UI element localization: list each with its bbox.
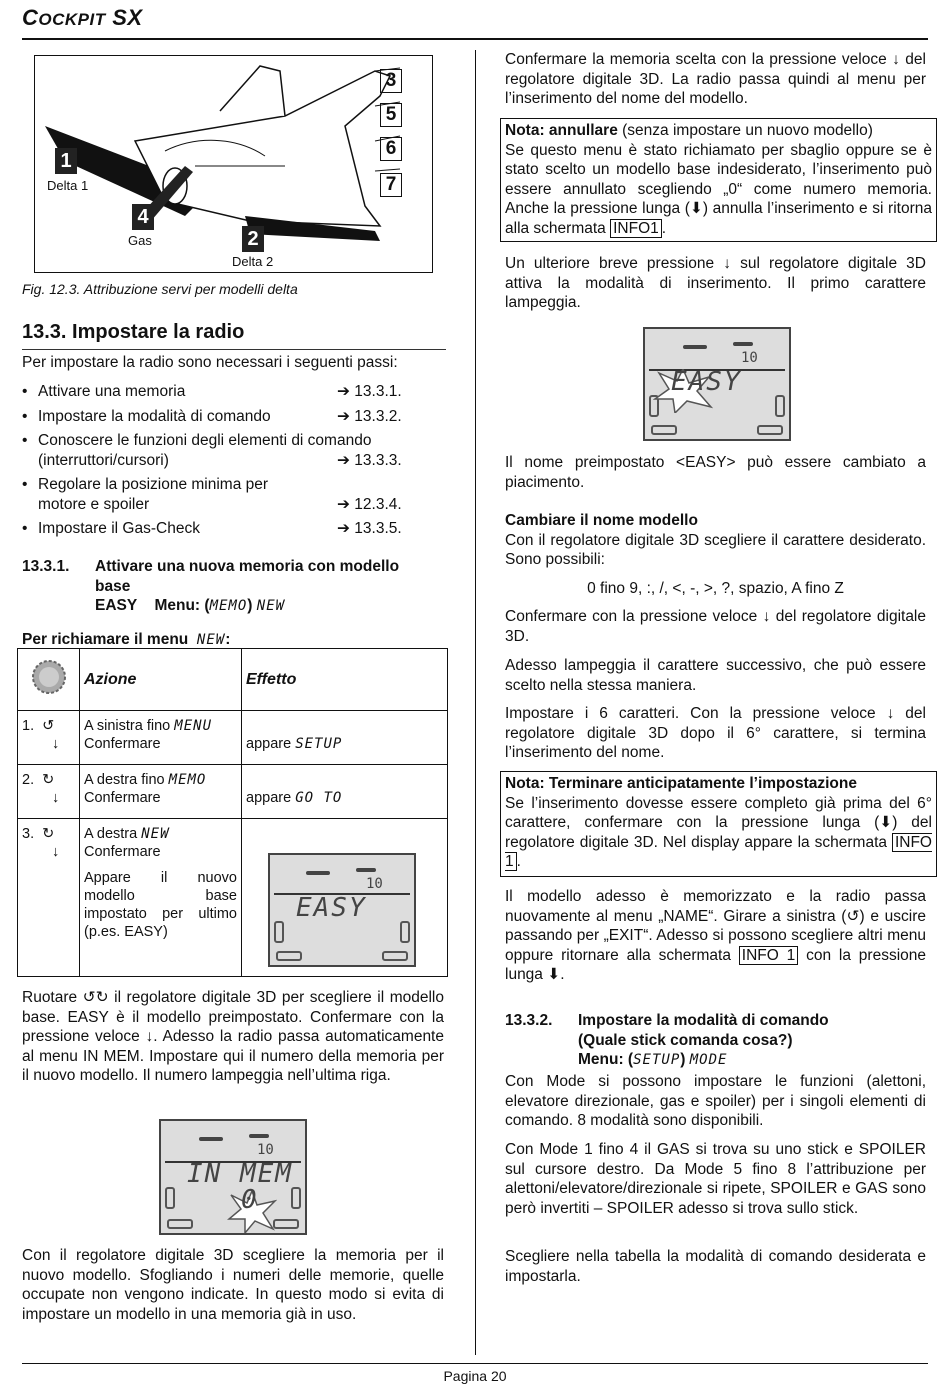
label-gas: Gas [128,233,152,248]
info1-box: INFO 1 [505,833,932,870]
right-paragraph-3: Il nome preimpostato <EASY> può essere cambiato a piacimento. [505,454,926,491]
delta-figure [34,55,433,273]
press-icon: ↓ [52,790,60,806]
note-terminare: Nota: Terminare anticipatamente l’impostazione Se l’inserimento dovesse essere completo già prima del 6° carattere, confermare con la pressione lunga (⬇) del regolatore digitale 3D. Nel display appare la schermata INFO 1 . [500,771,937,877]
section-rule [22,349,446,350]
table-row: 2. ↻ ↓ A destra fino MEMO Confermare appare GO TO [18,765,448,819]
dial-icon [18,649,80,711]
mode-paragraph-3: Scegliere nella tabella la modalità di comando desiderata e impostarla. [505,1248,926,1285]
info1-box: INFO1 [610,219,662,238]
change-name-section: Cambiare il nome modello Con il regolatore digitale 3D scegliere il carattere desiderato. Sono possibili: [505,512,926,568]
table-row: 3. ↻ ↓ A destra NEW Confermare Appare il nuovo modello base impostato per ultimo (p.es. EASY) 10 EASY [18,819,448,977]
servo-number-5: 5 [380,103,402,127]
right-paragraph-2: Un ulteriore breve pressione ↓ sul regolatore digitale 3D attiva la modalità di inserimento. Il primo carattere lampeggia. [505,255,926,311]
steps-list [22,382,442,544]
left-paragraph-2: Con il regolatore digitale 3D scegliere la memoria per il nuovo modello. Sfogliando i numeri delle memorie, quelle occupate non vengono indicate. In questo modo si evita di impostare un modello in una memoria già in uso. [22,1247,444,1323]
brand-title: COCKPIT SX [22,5,143,30]
servo-number-2: 2 [242,226,264,252]
servo-number-3: 3 [380,69,402,93]
label-delta1: Delta 1 [47,178,89,193]
right-paragraph-5: Adesso lampeggia il carattere successivo, che può essere scelto nella stessa maniera. [505,657,926,694]
rotate-right-icon: ↻ [42,826,55,842]
header-rule [22,38,928,40]
servo-number-1: 1 [55,148,77,174]
mode-paragraph-2: Con Mode 1 fino 4 il GAS si trova su uno stick e SPOILER sul cursore destro. Da Mode 5 fino 8 l’attribuzione per alettoni/elevatore/direzionale si ripete, SPOILER e GAS sono però invertiti – SPOILER adesso si trova sullo stick. [505,1141,926,1217]
lcd-inmem-screen: 10 IN MEM 0 [159,1119,307,1235]
table-row: 1. ↺ ↓ A sinistra fino MENU Confermare appare SETUP [18,711,448,765]
lcd-easy-flash-screen: 10 EASY [643,327,791,441]
footer-rule [22,1363,928,1364]
rotate-left-icon: ↺ [42,718,55,734]
left-paragraph-1: Ruotare ↺↻ il regolatore digitale 3D per scegliere il modello base. EASY è il modello preimpostato. Confermare con la pressione veloce ↓. Adesso la radio passa automaticamente al menu IN MEM. Impostare qui il numero della memoria per il nuovo modello. Il numero lampeggia nell’ultima riga. [22,989,444,1084]
list-item: • Conoscere le funzioni degli elementi di comando (interruttori/cursori) ➔ 13.3.3. [22,431,442,470]
page-number: Pagina 20 [443,1368,507,1384]
right-paragraph-6: Impostare i 6 caratteri. Con la pressione veloce ↓ del regolatore digitale 3D dopo il 6° carattere, si termina l’inserimento del nome. [505,705,926,761]
list-item: • Attivare una memoria ➔ 13.3.1. [22,382,442,402]
section-intro: Per impostare la radio sono necessari i seguenti passi: [22,354,398,371]
table-header-action: Azione [80,649,242,711]
section-title: 13.3. Impostare la radio [22,321,245,343]
servo-number-4: 4 [132,204,154,230]
mode-paragraph-1: Con Mode si possono impostare le funzioni (alettoni, elevatore direzionale, gas e spoiler) per i singoli elementi di comando. 8 modalità sono disponibili. [505,1073,926,1129]
table-header-effect: Effetto [242,649,448,711]
action-table [17,648,448,977]
subsection-13-3-2-title: 13.3.2. Impostare la modalità di comando (Quale stick comanda cosa?) Menu: (SETUP) MODE [505,1012,829,1068]
press-icon: ↓ [52,736,60,752]
column-divider [475,50,476,1355]
servo-number-7: 7 [380,173,402,197]
list-item: • Regolare la posizione minima per motore e spoiler ➔ 12.3.4. [22,475,442,514]
label-delta2: Delta 2 [232,254,274,269]
subsection-13-3-1-title: 13.3.1. Attivare una nuova memoria con modello base EASY Menu: (MEMO) NEW [22,558,400,614]
right-paragraph-1: Confermare la memoria scelta con la pressione veloce ↓ del regolatore digitale 3D. La radio passa quindi al menu per l’inserimento del nome del modello. [505,51,926,107]
right-paragraph-7: Il modello adesso è memorizzato e la radio passa nuovamente al menu „NAME“. Girare a sinistra (↺) e uscire passando per „EXIT“. Adesso si possono scegliere altri menu oppure ritornare alla schermata INFO 1 con la pressione lunga ⬇. [505,888,927,983]
figure-caption: Fig. 12.3. Attribuzione servi per modelli delta [22,281,298,297]
info1-box: INFO 1 [739,946,798,965]
lcd-easy-screen: 10 EASY [268,853,416,967]
list-item: • Impostare il Gas-Check ➔ 13.3.5. [22,519,442,539]
recall-heading: Per richiamare il menu NEW: [22,631,231,648]
list-item: • Impostare la modalità di comando ➔ 13.3.2. [22,407,442,427]
servo-number-6: 6 [380,137,402,161]
press-icon: ↓ [52,844,60,860]
note-annullare: Nota: annullare (senza impostare un nuovo modello) Se questo menu è stato richiamato per sbaglio oppure se è stato scelto un modello base indesiderato, l’inserimento può essere annullato scegliendo „0“ come numero memoria. Anche la pressione lunga (⬇) annulla l’inserimento e si ritorna alla schermata INFO1 . [500,118,937,242]
right-paragraph-4: Confermare con la pressione veloce ↓ del regolatore digitale 3D. [505,608,926,645]
allowed-chars: 0 fino 9, :, /, <, -, >, ?, spazio, A fino Z [587,580,844,597]
airplane-illustration [35,56,432,272]
rotate-right-icon: ↻ [42,772,55,788]
